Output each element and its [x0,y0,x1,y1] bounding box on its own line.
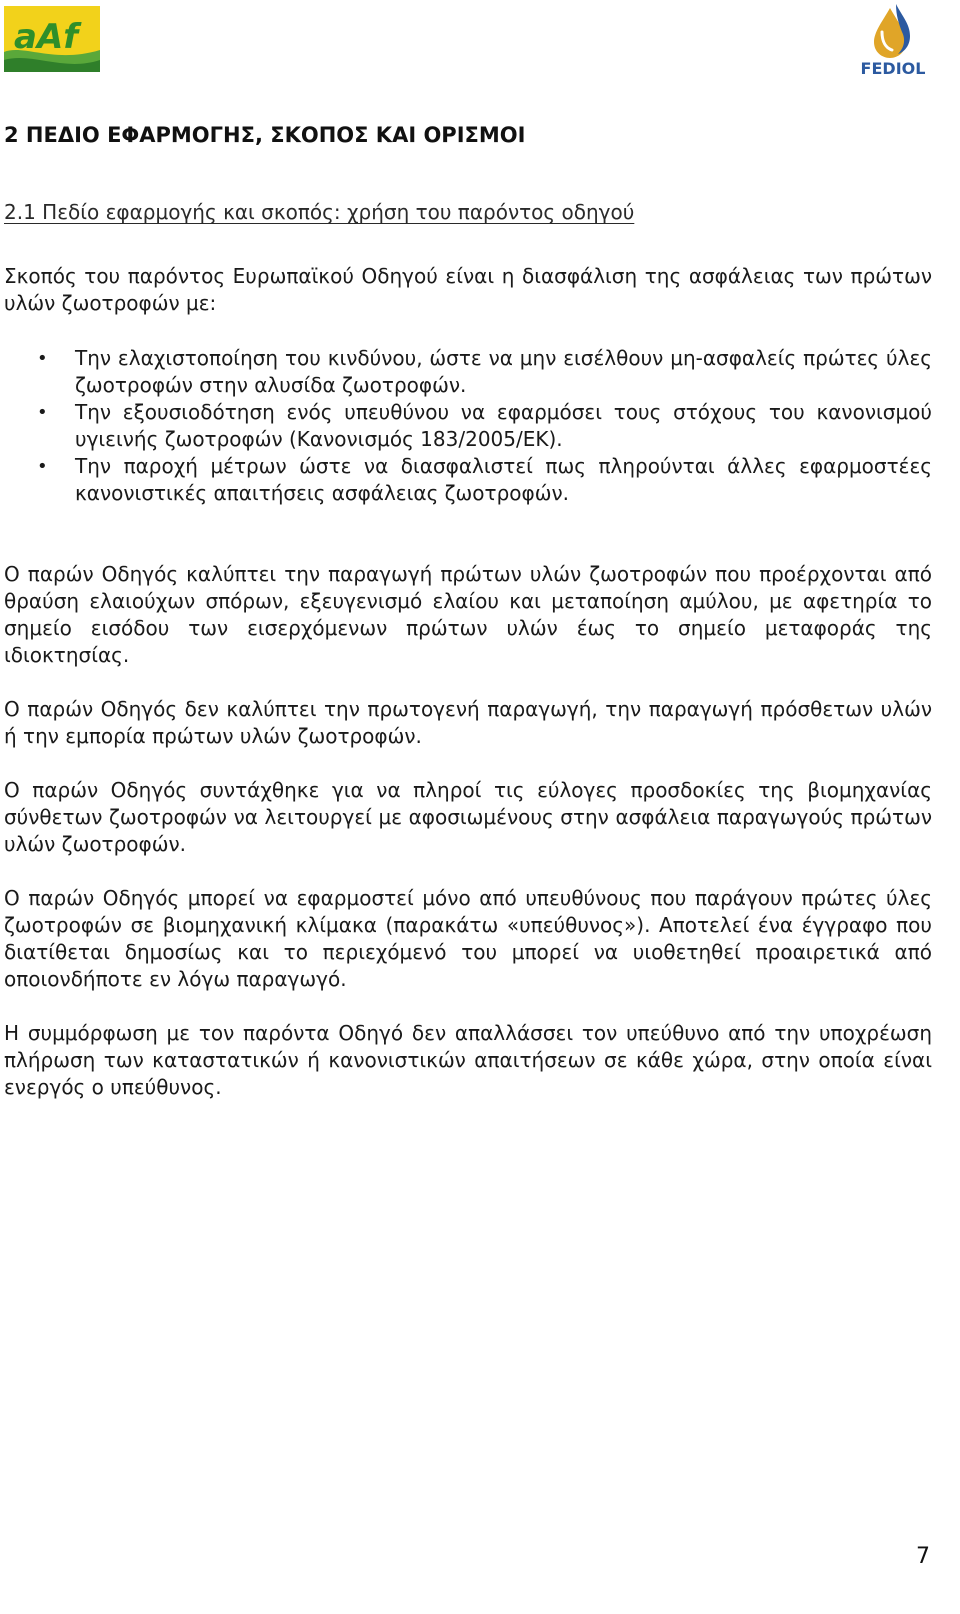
aaf-logo-text: aAf [14,17,79,57]
list-item-text: Την παροχή μέτρων ώστε να διασφαλιστεί πως πληρούνται άλλες εφαρμοστέες κανονιστικές απαιτήσεις ασφάλειας ζωοτροφών. [75,454,932,505]
bullet-icon: • [37,348,48,369]
aaf-logo [4,6,100,72]
list-item [4,399,932,453]
fediol-logo-text: FEDIOL [860,59,926,78]
paragraph: Η συμμόρφωση με τον παρόντα Οδηγό δεν απαλλάσσει τον υπεύθυνο από την υποχρέωση πλήρωση των καταστατικών ή κανονιστικών απαιτήσεων σε κάθε χώρα, στην οποία είναι ενεργός ο υπεύθυνος. [4,1021,932,1099]
list-item-text: Την εξουσιοδότηση ενός υπευθύνου να εφαρμόσει τους στόχους του κανονισμού υγιεινής ζωοτροφών (Κανονισμός 183/2005/ΕΚ). [75,400,932,451]
subsection-title: 2.1 Πεδίο εφαρμογής και σκοπός: χρήση του παρόντος οδηγού [4,200,635,224]
list-item [4,345,932,399]
bullet-icon: • [37,456,48,477]
paragraph: Ο παρών Οδηγός δεν καλύπτει την πρωτογενή παραγωγή, την παραγωγή πρόσθετων υλών ή την εμπορία πρώτων υλών ζωοτροφών. [4,697,932,748]
list-item-text: Την ελαχιστοποίηση του κινδύνου, ώστε να μην εισέλθουν μη-ασφαλείς πρώτες ύλες ζωοτροφών στην αλυσίδα ζωοτροφών. [75,346,932,397]
list-item [4,453,932,507]
page-header [0,0,960,90]
fediol-logo [852,2,934,78]
paragraph: Ο παρών Οδηγός καλύπτει την παραγωγή πρώτων υλών ζωοτροφών που προέρχονται από θραύση ελαιούχων σπόρων, εξευγενισμό ελαίου και μεταποίηση αμύλου, με αφετηρία το σημείο εισόδου των εισερχόμενων πρώτων υλών έως το σημείο μεταφοράς της ιδιοκτησίας. [4,562,932,667]
document-body [4,117,932,1101]
bullet-icon: • [37,402,48,423]
page-number: 7 [916,1544,930,1569]
intro-paragraph: Σκοπός του παρόντος Ευρωπαϊκού Οδηγού είναι η διασφάλιση της ασφάλειας των πρώτων υλών ζωοτροφών με: [4,264,932,315]
section-title: 2 ΠΕΔΙΟ ΕΦΑΡΜΟΓΗΣ, ΣΚΟΠΟΣ ΚΑΙ ΟΡΙΣΜΟΙ [4,123,526,147]
bullet-list [4,345,932,507]
paragraph: Ο παρών Οδηγός συντάχθηκε για να πληροί τις εύλογες προσδοκίες της βιομηχανίας σύνθετων ζωοτροφών να λειτουργεί με αφοσιωμένους στην ασφάλεια παραγωγούς πρώτων υλών ζωοτροφών. [4,778,932,856]
paragraph: Ο παρών Οδηγός μπορεί να εφαρμοστεί μόνο από υπευθύνους που παράγουν πρώτες ύλες ζωοτροφών σε βιομηχανική κλίμακα (παρακάτω «υπεύθυνος»). Αποτελεί ένα έγγραφο που διατίθεται δημοσίως και το περιεχόμενό του μπορεί να υιοθετηθεί προαιρετικά από οποιονδήποτε εν λόγω παραγωγό. [4,886,932,991]
